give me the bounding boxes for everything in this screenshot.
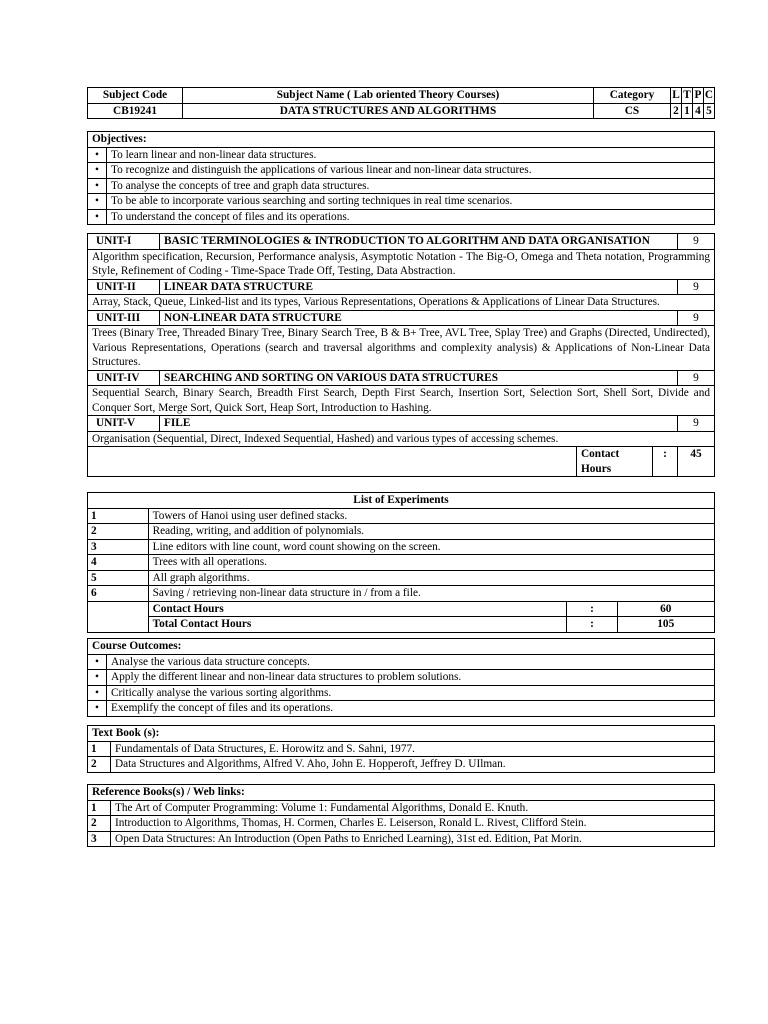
unit-header-row	[88, 370, 715, 386]
experiment-text: Saving / retrieving non-linear data structure in / from a file.	[148, 586, 714, 602]
unit-hours: 9	[678, 279, 715, 295]
list-item	[88, 555, 715, 571]
bullet: •	[88, 147, 107, 163]
total-contact-hours-row	[88, 617, 715, 633]
bullet: •	[88, 163, 107, 179]
textbooks-table	[87, 725, 715, 773]
list-item	[88, 816, 715, 832]
objective-text: To analyse the concepts of tree and graph data structures.	[107, 178, 715, 194]
category-label: Category	[594, 88, 671, 104]
contact-hours-label: Contact Hours	[581, 448, 620, 475]
experiments-table	[87, 492, 715, 633]
list-item	[88, 209, 715, 225]
experiment-text: Trees with all operations.	[148, 555, 714, 571]
contact-hours-value: 60	[617, 601, 715, 617]
c-value: 5	[704, 103, 715, 119]
unit-header-row	[88, 279, 715, 295]
subject-name: DATA STRUCTURES AND ALGORITHMS	[183, 103, 594, 119]
contact-hours-colon: :	[567, 601, 617, 617]
outcomes-title: Course Outcomes:	[88, 639, 715, 655]
objective-text: To be able to incorporate various searching and sorting techniques in real time scenarios.	[107, 194, 715, 210]
objectives-table	[87, 131, 715, 225]
reference-text: Introduction to Algorithms, Thomas, H. Cormen, Charles E. Leiserson, Ronald L. Rivest, Clifford Stein.	[111, 816, 715, 832]
experiment-text: Reading, writing, and addition of polynomials.	[148, 524, 714, 540]
list-item	[88, 741, 715, 757]
unit-content: Array, Stack, Queue, Linked-list and its types, Various Representations, Operations & Applications of Linear Data Structures.	[88, 295, 715, 311]
unit-content: Organisation (Sequential, Direct, Indexed Sequential, Hashed) and various types of accessing schemes.	[88, 431, 715, 447]
textbook-text: Fundamentals of Data Structures, E. Horowitz and S. Sahni, 1977.	[111, 741, 715, 757]
total-contact-hours-colon: :	[567, 617, 617, 633]
list-item	[88, 757, 715, 773]
list-item	[88, 831, 715, 847]
contact-hours-colon: :	[652, 447, 677, 476]
unit-label: UNIT-III	[88, 310, 160, 326]
list-item	[88, 163, 715, 179]
list-item	[88, 178, 715, 194]
unit-label: UNIT-II	[88, 279, 160, 295]
unit-hours: 9	[678, 234, 715, 250]
c-label: C	[704, 89, 714, 101]
bullet: •	[88, 654, 107, 670]
experiments-title: List of Experiments	[88, 493, 715, 509]
bullet: •	[88, 178, 107, 194]
objective-text: To learn linear and non-linear data structures.	[107, 147, 715, 163]
list-item	[88, 586, 715, 602]
t-label: T	[683, 89, 691, 101]
list-item	[88, 685, 715, 701]
unit-content: Sequential Search, Binary Search, Breadth First Search, Depth First Search, Insertion Sort, Selection Sort, Shell Sort, Divide and Conquer Sort, Merge Sort, Quick Sort, Heap Sort, Introduction to Hashing.	[88, 386, 715, 416]
experiment-text: All graph algorithms.	[148, 570, 714, 586]
experiment-text: Line editors with line count, word count showing on the screen.	[148, 539, 714, 555]
unit-header-row	[88, 310, 715, 326]
unit-label: UNIT-I	[88, 234, 160, 250]
bullet: •	[88, 685, 107, 701]
list-item	[88, 654, 715, 670]
unit-label: UNIT-V	[88, 416, 160, 432]
t-value: 1	[682, 103, 693, 119]
textbooks-title: Text Book (s):	[88, 726, 715, 742]
list-item	[88, 670, 715, 686]
list-item	[88, 800, 715, 816]
subject-name-label: Subject Name ( Lab oriented Theory Courses)	[183, 88, 594, 104]
experiment-text: Towers of Hanoi using user defined stacks.	[148, 508, 714, 524]
item-number: 2	[88, 816, 111, 832]
header-label-row	[88, 88, 715, 104]
l-value: 2	[671, 103, 682, 119]
bullet: •	[88, 701, 107, 717]
list-item	[88, 147, 715, 163]
bullet: •	[88, 670, 107, 686]
item-number: 2	[88, 757, 111, 773]
item-number: 1	[88, 800, 111, 816]
contact-hours-label: Contact Hours	[148, 601, 567, 617]
contact-hours-value: 45	[678, 447, 715, 477]
unit-content: Trees (Binary Tree, Threaded Binary Tree, Binary Search Tree, B & B+ Tree, AVL Tree, Splay Tree) and Graphs (Directed, Undirected), Various Representations, Operations (search and traversal algorithms and complexity analysis) & Applications of Non-Linear Data Structures.	[88, 326, 715, 371]
subject-header-table	[87, 87, 715, 119]
header-value-row	[88, 103, 715, 119]
item-number: 6	[88, 586, 149, 602]
unit-hours: 9	[678, 416, 715, 432]
references-title: Reference Books(s) / Web links:	[88, 785, 715, 801]
objectives-title: Objectives:	[88, 132, 715, 148]
unit-header-row	[88, 416, 715, 432]
category: CS	[594, 103, 671, 119]
unit-hours: 9	[678, 370, 715, 386]
l-label: L	[672, 89, 680, 101]
textbook-text: Data Structures and Algorithms, Alfred V. Aho, John E. Hopperoft, Jeffrey D. UIlman.	[111, 757, 715, 773]
objective-text: To recognize and distinguish the applications of various linear and non-linear data structures.	[107, 163, 715, 179]
units-table	[87, 233, 715, 477]
total-contact-hours-value: 105	[617, 617, 715, 633]
references-table	[87, 784, 715, 847]
list-item	[88, 194, 715, 210]
list-item	[88, 508, 715, 524]
outcome-text: Critically analyse the various sorting algorithms.	[107, 685, 715, 701]
unit-title: BASIC TERMINOLOGIES & INTRODUCTION TO ALGORITHM AND DATA ORGANISATION	[160, 234, 678, 250]
subject-code-label: Subject Code	[88, 88, 183, 104]
list-item	[88, 701, 715, 717]
outcome-text: Exemplify the concept of files and its operations.	[107, 701, 715, 717]
subject-code: CB19241	[88, 103, 183, 119]
list-item	[88, 570, 715, 586]
unit-content: Algorithm specification, Recursion, Performance analysis, Asymptotic Notation - The Big-O, Omega and Theta notation, Programming Style, Refinement of Coding - Time-Space Trade Off, Testing, Data Abstraction.	[88, 249, 715, 279]
outcome-text: Apply the different linear and non-linear data structures to problem solutions.	[107, 670, 715, 686]
bullet: •	[88, 194, 107, 210]
item-number: 3	[88, 831, 111, 847]
objective-text: To understand the concept of files and its operations.	[107, 209, 715, 225]
item-number: 5	[88, 570, 149, 586]
item-number: 1	[88, 508, 149, 524]
unit-title: SEARCHING AND SORTING ON VARIOUS DATA STRUCTURES	[160, 370, 678, 386]
bullet: •	[88, 209, 107, 225]
item-number: 3	[88, 539, 149, 555]
p-label: P	[693, 88, 704, 104]
reference-text: The Art of Computer Programming: Volume 1: Fundamental Algorithms, Donald E. Knuth.	[111, 800, 715, 816]
item-number: 1	[88, 741, 111, 757]
unit-label: UNIT-IV	[88, 370, 160, 386]
contact-hours-row	[88, 447, 715, 477]
outcome-text: Analyse the various data structure concepts.	[107, 654, 715, 670]
list-item	[88, 524, 715, 540]
unit-title: FILE	[160, 416, 678, 432]
item-number: 4	[88, 555, 149, 571]
total-contact-hours-label: Total Contact Hours	[148, 617, 567, 633]
unit-title: LINEAR DATA STRUCTURE	[160, 279, 678, 295]
contact-hours-row	[88, 601, 715, 617]
p-value: 4	[693, 103, 704, 119]
unit-header-row	[88, 234, 715, 250]
unit-hours: 9	[678, 310, 715, 326]
item-number: 2	[88, 524, 149, 540]
unit-title: NON-LINEAR DATA STRUCTURE	[160, 310, 678, 326]
reference-text: Open Data Structures: An Introduction (Open Paths to Enriched Learning), 31st ed. Edition, Pat Morin.	[111, 831, 715, 847]
list-item	[88, 539, 715, 555]
outcomes-table	[87, 638, 715, 717]
